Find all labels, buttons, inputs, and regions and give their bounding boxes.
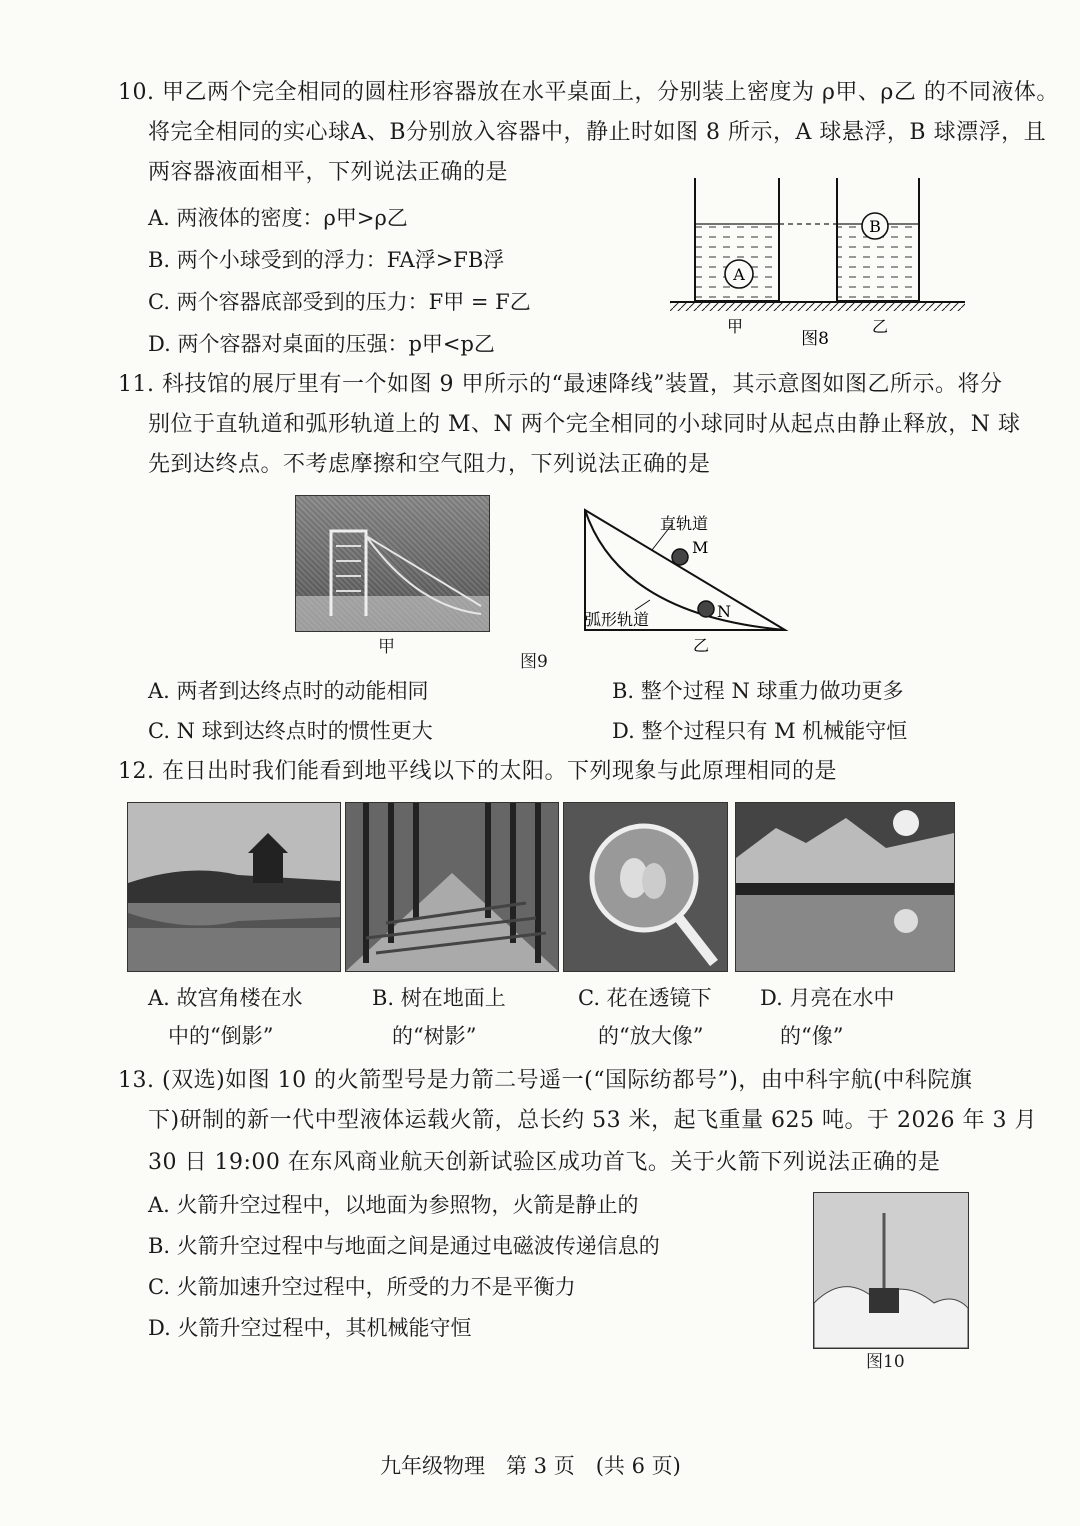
- ball-n: [698, 601, 714, 617]
- q10-option-b: B. 两个小球受到的浮力：FA浮>FB浮: [148, 248, 505, 272]
- q12-option-a-line-1: A. 故宫角楼在水: [148, 986, 303, 1010]
- q13-stem-line-3: 30 日 19:00 在东风商业航天创新试验区成功首飞。关于火箭下列说法正确的是: [148, 1150, 941, 1175]
- container-jia-label: 甲: [726, 317, 744, 336]
- q13-option-b: B. 火箭升空过程中与地面之间是通过电磁波传递信息的: [148, 1234, 660, 1258]
- q12-option-d-line-1: D. 月亮在水中: [760, 986, 895, 1010]
- q12-option-b-line-1: B. 树在地面上: [372, 986, 506, 1010]
- ball-b-label: B: [869, 217, 881, 236]
- q12-stem: 12. 在日出时我们能看到地平线以下的太阳。下列现象与此原理相同的是: [118, 759, 837, 784]
- figure-8-containers: [665, 172, 975, 357]
- photo-tree-shadows: [345, 802, 559, 972]
- q11-option-b: B. 整个过程 N 球重力做功更多: [612, 679, 904, 703]
- q12-option-c-line-1: C. 花在透镜下: [578, 986, 712, 1010]
- q13-option-d: D. 火箭升空过程中，其机械能守恒: [148, 1316, 472, 1340]
- q11-option-d: D. 整个过程只有 M 机械能守恒: [612, 719, 908, 743]
- figure-9-diagram: [580, 505, 795, 655]
- q11-option-a: A. 两者到达终点时的动能相同: [148, 679, 429, 703]
- photo-magnifier-flower: [563, 802, 728, 972]
- q12-option-c-line-2: 的“放大像”: [598, 1024, 704, 1048]
- q13-stem-line-1: 13. (双选)如图 10 的火箭型号是力箭二号遥一(“国际纺都号”)，由中科宇航(中科院旗: [118, 1068, 973, 1093]
- q10-stem-line-1: 10. 甲乙两个完全相同的圆柱形容器放在水平桌面上，分别装上密度为 ρ甲、ρ乙 的不同液体。: [118, 80, 1059, 105]
- q13-option-c: C. 火箭加速升空过程中，所受的力不是平衡力: [148, 1275, 576, 1299]
- q12-option-a-line-2: 中的“倒影”: [168, 1024, 274, 1048]
- q10-stem-line-3: 两容器液面相平，下列说法正确的是: [148, 160, 509, 185]
- q11-stem-line-2: 别位于直轨道和弧形轨道上的 M、N 两个完全相同的小球同时从起点由静止释放，N 球: [148, 412, 1021, 437]
- figure-9-caption: 图9: [520, 652, 548, 672]
- page-footer: 九年级物理 第 3 页 (共 6 页): [380, 1454, 681, 1478]
- container-yi-label: 乙: [871, 317, 889, 336]
- figure-9-diagram-label: 乙: [693, 636, 710, 655]
- q10-stem-line-2: 将完全相同的实心球A、B分别放入容器中，静止时如图 8 所示，A 球悬浮，B 球漂浮，且: [148, 120, 1047, 145]
- q13-option-a: A. 火箭升空过程中，以地面为参照物，火箭是静止的: [148, 1193, 639, 1217]
- photo-forbidden-city-reflection: [127, 802, 341, 972]
- figure-10-caption: 图10: [866, 1352, 905, 1372]
- q13-stem-line-2: 下)研制的新一代中型液体运载火箭，总长约 53 米，起飞重量 625 吨。于 2026 年 3 月: [148, 1108, 1038, 1133]
- ball-n-label: N: [717, 602, 731, 621]
- straight-track-label: 直轨道: [660, 514, 709, 533]
- figure-10-rocket-photo: [813, 1192, 969, 1349]
- ball-m: [672, 549, 688, 565]
- q11-stem-line-1: 11. 科技馆的展厅里有一个如图 9 甲所示的“最速降线”装置，其示意图如图乙所示。将分: [118, 372, 1003, 397]
- photo-moon-reflection: [735, 802, 955, 972]
- q10-option-c: C. 两个容器底部受到的压力：F甲 = F乙: [148, 290, 531, 314]
- curved-track-label: 弧形轨道: [585, 610, 650, 629]
- q12-option-d-line-2: 的“像”: [780, 1024, 844, 1048]
- q10-option-d: D. 两个容器对桌面的压强：p甲<p乙: [148, 332, 495, 356]
- q10-option-a: A. 两液体的密度：ρ甲>ρ乙: [148, 206, 408, 230]
- figure-9-photo-label: 甲: [378, 637, 395, 657]
- figure-9-photo: [295, 495, 490, 632]
- q11-stem-line-3: 先到达终点。不考虑摩擦和空气阻力，下列说法正确的是: [148, 452, 711, 477]
- ball-a-label: A: [733, 265, 745, 284]
- q12-option-b-line-2: 的“树影”: [392, 1024, 477, 1048]
- q11-option-c: C. N 球到达终点时的惯性更大: [148, 719, 433, 743]
- figure-8-caption: 图8: [801, 329, 829, 349]
- ball-m-label: M: [692, 538, 709, 557]
